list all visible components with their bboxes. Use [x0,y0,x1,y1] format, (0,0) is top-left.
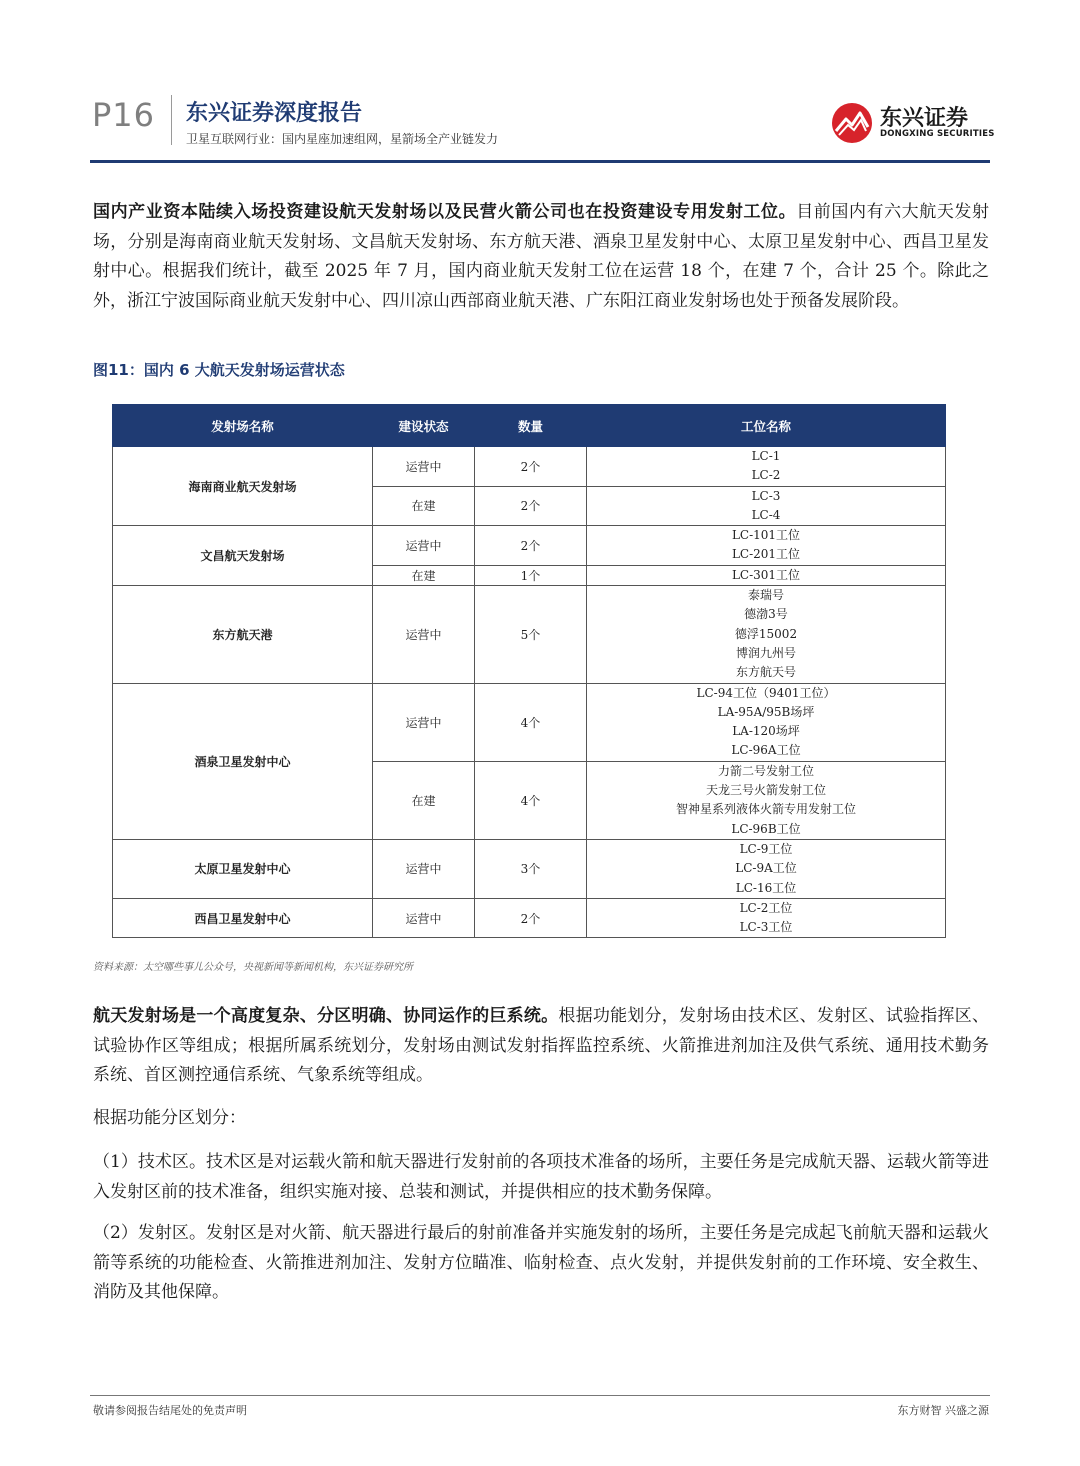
source-note: 资料来源：太空哪些事儿公众号，央视新闻等新闻机构，东兴证券研究所 [93,962,413,973]
site-name: 东方航天港 [113,586,373,683]
site-name: 文昌航天发射场 [113,526,373,586]
table-row [113,898,946,938]
status-cell: 运营中 [373,586,475,683]
pad-name: LC-4 [751,507,781,522]
pad-name: 德渤3号 [744,607,788,622]
pad-name: 智神星系列液体火箭专用发射工位 [675,802,856,817]
status-cell: 运营中 [373,683,475,761]
pad-name: 泰瑞号 [747,588,784,603]
status-cell: 运营中 [373,839,475,898]
site-name: 西昌卫星发射中心 [113,898,373,938]
launch-site-table [112,404,946,938]
logo-text-en: DONGXING SECURITIES [880,129,995,139]
pad-name: LC-1 [751,449,781,463]
count-cell: 5个 [475,586,587,683]
pad-name: LC-101工位 [731,528,801,543]
intro-paragraph-bold: 国内产业资本陆续入场投资建设航天发射场以及民营火箭公司也在投资建设专用发射工位。 [93,202,797,222]
pad-name: 天龙三号火箭发射工位 [705,783,826,798]
dongxing-logo-icon [830,101,874,145]
pad-name: 东方航天号 [735,665,796,680]
status-cell: 运营中 [373,898,475,938]
column-header: 数量 [475,405,587,447]
pads-cell [587,486,946,526]
pads-cell [587,839,946,898]
count-cell: 1个 [475,565,587,585]
pad-name: LC-201工位 [731,547,801,562]
pads-cell [587,586,946,683]
site-name: 酒泉卫星发射中心 [113,683,373,839]
table-row [113,839,946,898]
status-cell: 运营中 [373,526,475,566]
pad-name: LC-301工位 [731,567,801,582]
pad-name: LC-9工位 [739,841,793,856]
system-paragraph-text: 根据功能划分，发射场由技术区、发射区、试验指挥区、试验协作区等组成；根据所属系统划分，发射场由测试发射指挥监控系统、火箭推进剂加注及供气系统、通用技术勤务系统、首区测控通信系统、气象系统等组成。 [93,1006,990,1085]
page-number: P16 [92,96,156,134]
column-header: 工位名称 [587,405,946,447]
count-cell: 4个 [475,683,587,761]
pads-cell [587,683,946,761]
logo-text-cn: 东兴证券 [880,106,969,131]
header-rule [90,160,990,163]
table-row [113,586,946,683]
table-header-row [113,405,946,447]
pad-name: LA-120场坪 [732,724,800,739]
report-title: 东兴证券深度报告 [186,101,363,126]
pad-name: LC-3 [751,488,781,503]
pads-cell [587,526,946,566]
status-cell: 在建 [373,565,475,585]
pads-cell [587,447,946,487]
count-cell: 2个 [475,447,587,487]
pads-cell [587,761,946,839]
pad-name: LC-3工位 [739,920,793,935]
footer-slogan: 东方财智 兴盛之源 [897,1404,989,1417]
pad-name: LC-96A工位 [731,743,801,758]
column-header: 发射场名称 [113,405,373,447]
system-paragraph-bold: 航天发射场是一个高度复杂、分区明确、协同运作的巨系统。 [93,1006,559,1026]
pad-name: LA-95A/95B场坪 [717,704,815,719]
launch-zone-paragraph: （2）发射区。发射区是对火箭、航天器进行最后的射前准备并实施发射的场所，主要任务是完成起飞前航天器和运载火箭等系统的功能检查、火箭推进剂加注、发射方位瞄准、临射检查、点火发射，并提供发射前的工作环境、安全救生、消防及其他保障。 [93,1223,989,1302]
status-cell: 在建 [373,761,475,839]
intro-paragraph [93,198,989,316]
header-divider [171,95,172,145]
count-cell: 2个 [475,526,587,566]
pads-cell [587,565,946,585]
count-cell: 3个 [475,839,587,898]
zone-intro-paragraph: 根据功能分区划分： [93,1108,246,1128]
technical-zone-paragraph: （1）技术区。技术区是对运载火箭和航天器进行发射前的各项技术准备的场所，主要任务是完成航天器、运载火箭等进入发射区前的技术准备，组织实施对接、总装和测试，并提供相应的技术勤务保障。 [93,1152,989,1202]
count-cell: 2个 [475,486,587,526]
site-name: 海南商业航天发射场 [113,447,373,526]
pad-name: LC-16工位 [735,880,797,895]
pad-name: 德浮15002 [734,626,798,641]
pad-name: 力箭二号发射工位 [717,763,814,778]
pad-name: LC-2工位 [739,900,793,915]
count-cell: 2个 [475,898,587,938]
table-row [113,526,946,566]
pad-name: 博润九州号 [735,645,796,660]
table-row [113,683,946,761]
status-cell: 运营中 [373,447,475,487]
pad-name: LC-94工位（9401工位） [696,685,836,700]
footer-disclaimer: 敬请参阅报告结尾处的免责声明 [93,1404,247,1417]
pad-name: LC-2 [751,468,781,483]
pad-name: LC-9A工位 [735,861,797,876]
pads-cell [587,898,946,938]
count-cell: 4个 [475,761,587,839]
figure-title: 图11：国内 6 大航天发射场运营状态 [93,361,345,379]
pad-name: LC-96B工位 [731,821,801,836]
report-subtitle: 卫星互联网行业：国内星座加速组网，星箭场全产业链发力 [186,132,499,146]
system-paragraph [93,1002,989,1091]
footer-rule [90,1395,990,1396]
column-header: 建设状态 [373,405,475,447]
intro-paragraph-text: 目前国内有六大航天发射场，分别是海南商业航天发射场、文昌航天发射场、东方航天港、酒泉卫星发射中心、太原卫星发射中心、西昌卫星发射中心。根据我们统计，截至 2025 年 7 月，国内商业航天发射工位在运营 18 个，在建 7 个，合计 25 个。除此之外，浙江宁波国际商业航天发射中心、四川凉山西部商业航天港、广东阳江商业发射场也处于预备发展阶段。 [93,202,990,311]
site-name: 太原卫星发射中心 [113,839,373,898]
table-row [113,447,946,487]
status-cell: 在建 [373,486,475,526]
